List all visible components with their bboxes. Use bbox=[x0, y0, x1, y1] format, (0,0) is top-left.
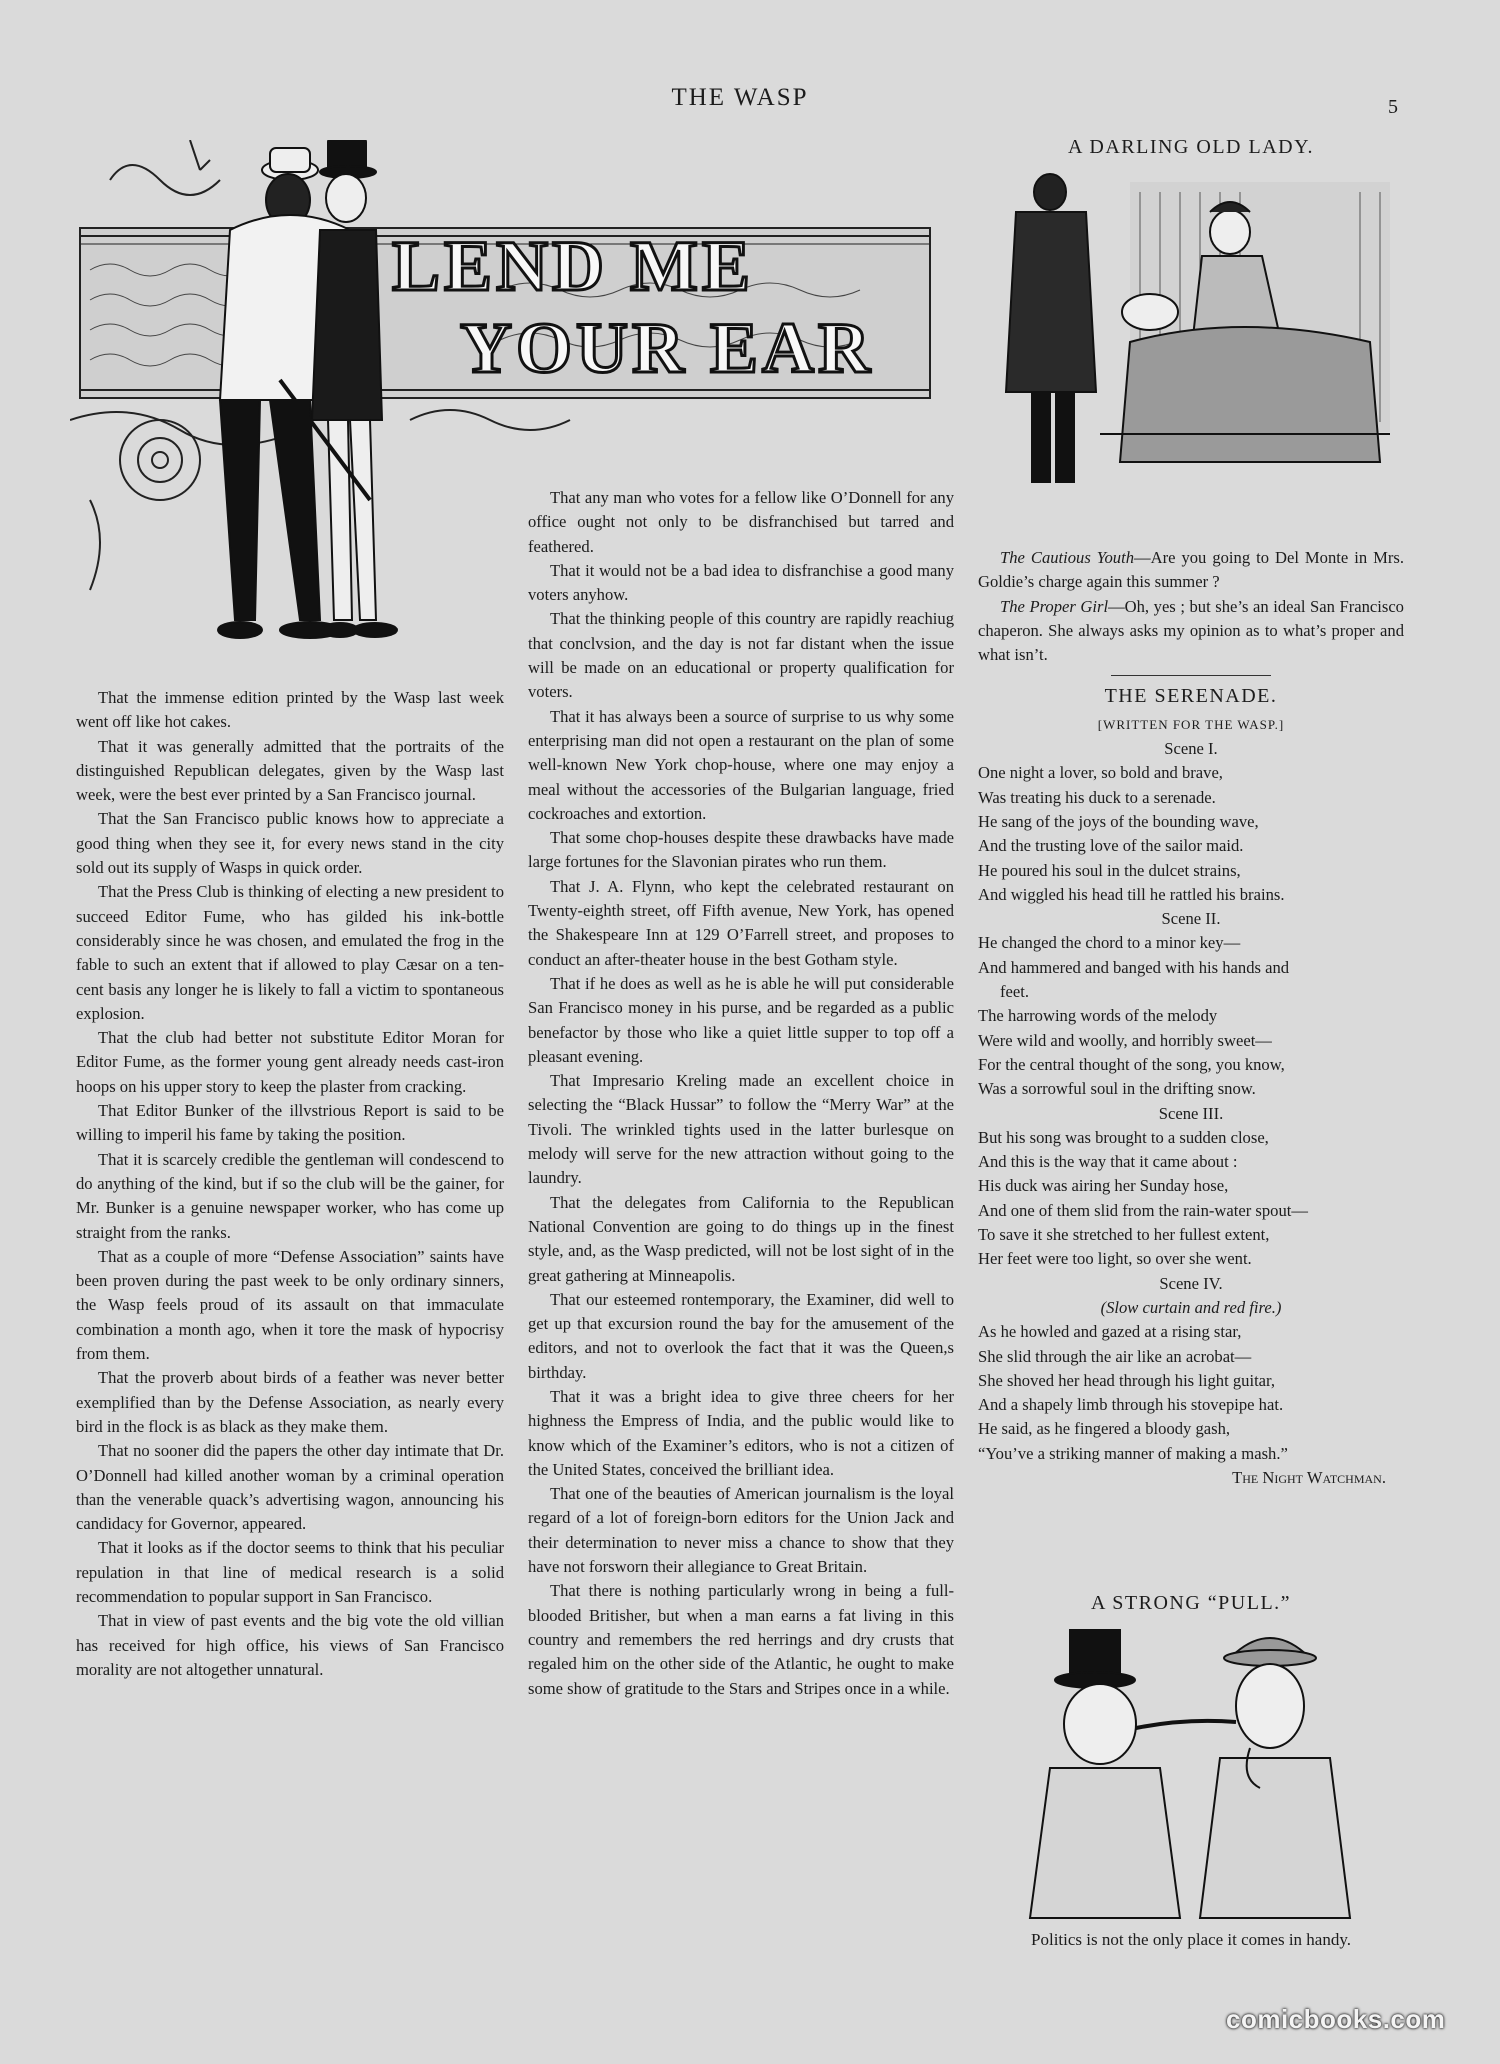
scene-heading: Scene I. bbox=[1164, 739, 1218, 759]
section-divider bbox=[1111, 675, 1271, 676]
col2-paragraph: That it has always been a source of surprise to us why some enterprising man did not open a restaurant on the plan of some well-known New York chop-house, where one may enjoy a meal without the accessories of the Bulgarian language, fried cockroaches and extortion. bbox=[528, 706, 954, 823]
col1-paragraph: That it is scarcely credible the gentleman will condescend to do anything of the kind, but if so the club will be the gainer, for Mr. Bunker is a genuine newspaper worker, who has come up straight from the ranks. bbox=[76, 1149, 504, 1242]
col2-paragraph: That any man who votes for a fellow like O’Donnell for any office ought not only to be disfranchised but tarred and feathered. bbox=[528, 488, 954, 556]
col2-paragraph: That our esteemed rontemporary, the Examiner, did well to get up that excursion round the bay for the amusement of the editors, and not to overlook the fact that it was the Queen,s birthday. bbox=[528, 1289, 954, 1382]
col2-paragraph: That one of the beauties of American journalism is the loyal regard of a lot of foreign-born editors for the Union Jack and their determination to never miss a chance to show that they have not forsworn their allegiance to Great Britain. bbox=[528, 1484, 954, 1577]
serenade-byline: [WRITTEN FOR THE WASP.] bbox=[1097, 716, 1285, 732]
poem-signature: The Night Watchman. bbox=[1232, 1467, 1386, 1487]
col2-paragraph: That Impresario Kreling made an excellent choice in selecting the “Black Hussar” to follow the “Merry War” at the Tivoli. The wrinkled tights used in the latter burlesque on melody will serve for the new attraction without going to the laundry. bbox=[528, 1071, 954, 1188]
column-3 bbox=[978, 546, 1404, 1490]
poem-line: He poured his soul in the dulcet strains, bbox=[978, 860, 1241, 880]
col1-paragraph: That it looks as if the doctor seems to think that his peculiar repulation in that line of medical research is a solid recommendation to popular support in San Francisco. bbox=[76, 1538, 504, 1606]
poem-line: Was treating his duck to a serenade. bbox=[978, 787, 1216, 807]
page-number: 5 bbox=[1388, 96, 1398, 118]
poem-line: And hammered and banged with his hands and bbox=[978, 957, 1290, 977]
column-1 bbox=[76, 686, 504, 1682]
poem-line: And one of them slid from the rain-water spout— bbox=[978, 1200, 1308, 1220]
scene-heading: Scene III. bbox=[1158, 1103, 1224, 1123]
darling-dialogue bbox=[978, 546, 1404, 667]
poem-line: feet. bbox=[1000, 982, 1030, 1002]
column-2 bbox=[528, 486, 954, 1701]
col2-paragraph: That it would not be a bad idea to disfranchise a good many voters anyhow. bbox=[528, 560, 954, 605]
col2-paragraph: That if he does as well as he is able he will put considerable San Francisco money in his purse, and be regarded as a public benefactor by those who like a quiet little supper to top off a pleasant evening. bbox=[528, 973, 954, 1066]
speaker-cautious-youth: The Cautious Youth bbox=[1000, 548, 1134, 567]
poem-line: “You’ve a striking manner of making a mash.” bbox=[978, 1443, 1288, 1463]
scene-heading: Scene IV. bbox=[1159, 1273, 1223, 1293]
masthead: THE WASP bbox=[671, 84, 809, 111]
poem-line: And the trusting love of the sailor maid. bbox=[978, 836, 1244, 856]
darling-old-lady-illustration bbox=[980, 172, 1400, 520]
poem-line: He said, as he fingered a bloody gash, bbox=[978, 1419, 1231, 1439]
poem-line: But his song was brought to a sudden close, bbox=[978, 1127, 1269, 1147]
strong-pull-title: A STRONG “PULL.” bbox=[1090, 1592, 1292, 1614]
col1-paragraph: That the proverb about birds of a feather was never better exemplified than by the Defense Association, as nearly every bird in the flock is as black as they make them. bbox=[76, 1368, 504, 1436]
col2-paragraph: That some chop-houses despite these drawbacks have made large fortunes for the Slavonian pirates who run them. bbox=[528, 828, 954, 872]
poem-line: One night a lover, so bold and brave, bbox=[978, 763, 1223, 783]
col2-paragraph: That there is nothing particularly wrong in being a full-blooded Britisher, but when a man earns a fat living in this country and remembers the red herrings and dry crusts that regaled him on the other side of the Atlantic, he ought to make some show of gratitude to the Stars and Stripes once in a while. bbox=[528, 1581, 954, 1698]
poem-line: And a shapely limb through his stovepipe hat. bbox=[978, 1395, 1284, 1415]
col1-paragraph: That the Press Club is thinking of electing a new president to succeed Editor Fume, who has gilded his ink-bottle considerably since he was chosen, and emulated the frog in the fable to such an extent that if allowed to play Cæsar on a ten-cent basis any longer he is likely to fall a victim to spontaneous explosion. bbox=[76, 882, 504, 1023]
poem-line: Were wild and woolly, and horribly sweet— bbox=[978, 1030, 1272, 1050]
strong-pull-caption: Politics is not the only place it comes in handy. bbox=[1031, 1930, 1351, 1949]
col1-paragraph: That no sooner did the papers the other day intimate that Dr. O’Donnell had killed another woman by a criminal operation than the venerable quack’s advertising wagon, announcing his candidacy for Governor, appeared. bbox=[76, 1441, 504, 1534]
col1-paragraph: That in view of past events and the big vote the old villian has received for high office, his views of San Francisco morality are not altogether unnatural. bbox=[76, 1611, 504, 1679]
poem-line: To save it she stretched to her fullest extent, bbox=[978, 1225, 1270, 1245]
poem-line: He sang of the joys of the bounding wave, bbox=[978, 811, 1259, 831]
dialogue-line-1: —Are you going to Del Monte in Mrs. Goldie’s charge again this summer ? bbox=[978, 548, 1404, 592]
col1-paragraph: That it was generally admitted that the portraits of the distinguished Republican delegates, given by the Wasp last week, were the best ever printed by a San Francisco journal. bbox=[76, 736, 504, 805]
poem-line: For the central thought of the song, you know, bbox=[978, 1054, 1285, 1074]
speaker-proper-girl: The Proper Girl bbox=[1000, 596, 1109, 616]
col2-paragraph: That J. A. Flynn, who kept the celebrated restaurant on Twenty-eighth street, off Fifth avenue, New York, has opened the Shakespeare Inn at 129 O’Farrell street, and proposes to conduct an after-theater house in the best Gotham style. bbox=[528, 876, 954, 969]
poem-line: She shoved her head through his light guitar, bbox=[978, 1370, 1276, 1390]
scene-heading: Scene II. bbox=[1161, 909, 1221, 929]
serenade-title: THE SERENADE. bbox=[1104, 685, 1278, 708]
col2-paragraph: That the thinking people of this country are rapidly reachiug that conclvsion, and the day is not far distant when the issue will be made on an educational or property qualification for voters. bbox=[528, 609, 954, 702]
poem-line: Was a sorrowful soul in the drifting snow. bbox=[978, 1079, 1256, 1099]
poem-line: As he howled and gazed at a rising star, bbox=[978, 1322, 1242, 1342]
poem-line: The harrowing words of the melody bbox=[978, 1006, 1218, 1026]
col1-paragraph: That as a couple of more “Defense Association” saints have been proven during the past week to be only ordinary sinners, the Wasp feels proud of its assault on that immaculate combination a month ago, when it tore the mask of hypocrisy from them. bbox=[76, 1246, 504, 1364]
col2-paragraph: That the delegates from California to the Republican National Convention are going to do things up in the finest style, and, as the Wasp predicted, will not be lost sight of in the great gathering at Minneapolis. bbox=[528, 1192, 954, 1285]
dialogue-line-2: —Oh, yes ; but she’s an ideal San Francisco chaperon. She always asks my opinion as to what’s proper and what isn’t. bbox=[978, 596, 1404, 665]
poem-line: She slid through the air like an acrobat— bbox=[978, 1346, 1252, 1366]
poem-line: His duck was airing her Sunday hose, bbox=[978, 1176, 1229, 1196]
col1-paragraph: That the San Francisco public knows how to appreciate a good thing when they see it, for every news stand in the city sold out its supply of Wasps in quick order. bbox=[76, 809, 504, 878]
col1-paragraph: That the club had better not substitute Editor Moran for Editor Fume, as the former young gent already needs cast-iron hoops on his upper story to keep the plaster from cracking. bbox=[76, 1028, 504, 1096]
banner-title-line2: YOUR EAR bbox=[460, 308, 875, 388]
poem-line: He changed the chord to a minor key— bbox=[978, 933, 1241, 953]
site-watermark: comicbooks.com bbox=[1226, 2004, 1446, 2034]
poem-line: And wiggled his head till he rattled his brains. bbox=[978, 884, 1285, 904]
col1-paragraph: That Editor Bunker of the illvstrious Report is said to be willing to imperil his fame by taking the position. bbox=[76, 1101, 504, 1145]
strong-pull-illustration bbox=[1000, 1628, 1380, 1928]
stage-direction: (Slow curtain and red fire.) bbox=[1100, 1297, 1282, 1317]
poem-line: Her feet were too light, so over she went. bbox=[978, 1249, 1252, 1269]
banner-title-line1: LEND ME bbox=[392, 226, 755, 306]
poem-line: And this is the way that it came about : bbox=[978, 1152, 1238, 1172]
darling-old-lady-title: A DARLING OLD LADY. bbox=[1068, 136, 1314, 158]
col1-paragraph: That the immense edition printed by the Wasp last week went off like hot cakes. bbox=[76, 688, 504, 732]
col2-paragraph: That it was a bright idea to give three cheers for her highness the Empress of India, and the public would like to know which of the Examiner’s editors, who is not a citizen of the United States, conceived the brilliant idea. bbox=[528, 1386, 954, 1479]
